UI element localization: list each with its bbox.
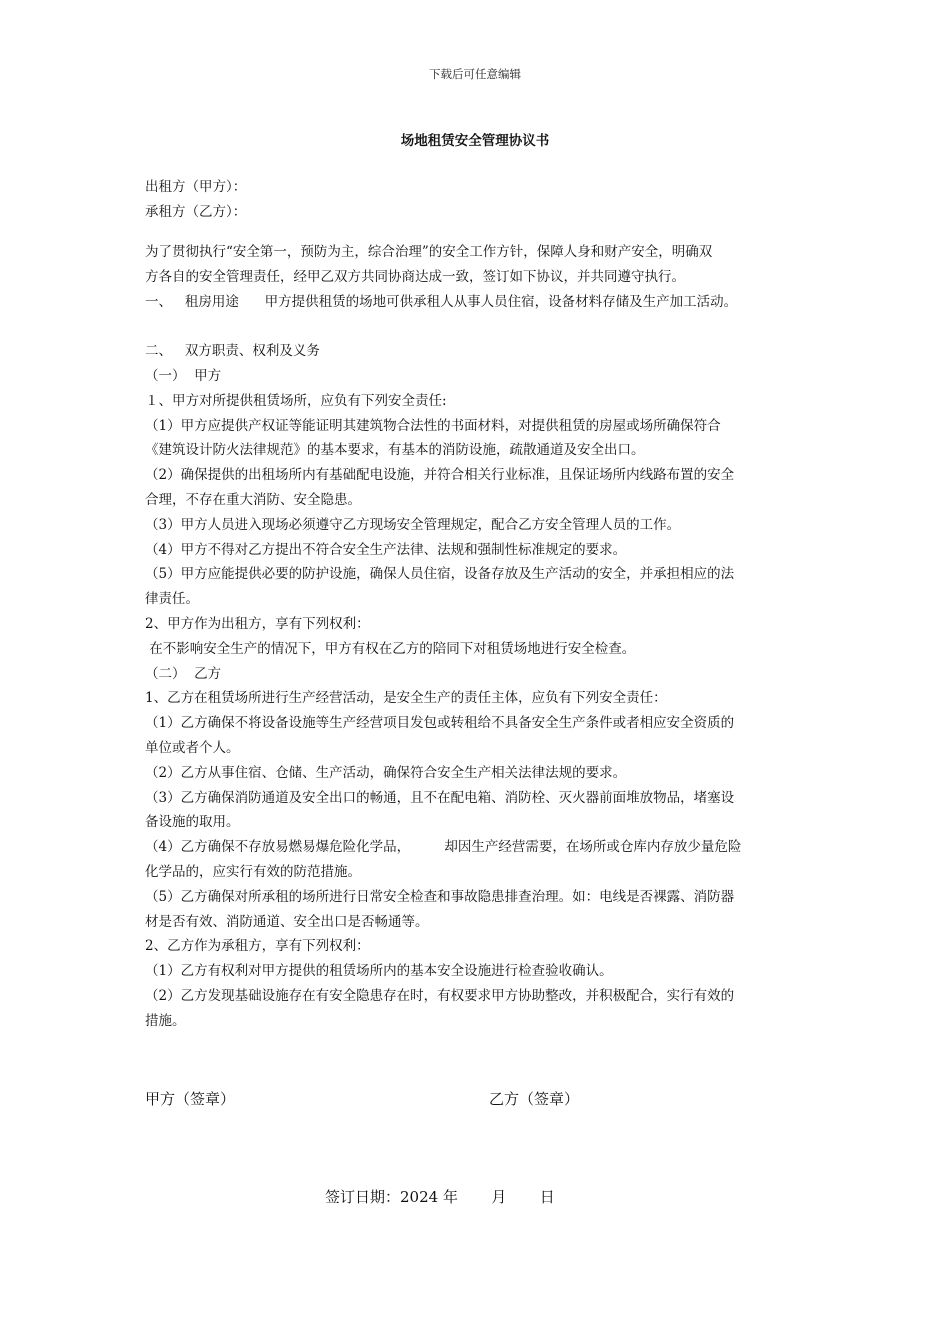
body-line: 《建筑设计防火法律规范》的基本要求，有基本的消防设施，疏散通道及安全出口。 bbox=[145, 442, 645, 459]
subsection-party-b: （二） 乙方 bbox=[145, 665, 222, 682]
body-line: （1）乙方有权利对甲方提供的租赁场所内的基本安全设施进行检查验收确认。 bbox=[145, 963, 613, 980]
body-line: （3）乙方确保消防通道及安全出口的畅通，且不在配电箱、消防栓、灭火器前面堆放物品，堵塞设 bbox=[145, 789, 735, 806]
body-line: 材是否有效、消防通道、安全出口是否畅通等。 bbox=[145, 913, 429, 930]
party-a-rights-heading: 2、甲方作为出租方，享有下列权利： bbox=[145, 615, 370, 632]
paragraph-gap bbox=[145, 314, 810, 339]
body-line: （1）甲方应提供产权证等能证明其建筑物合法性的书面材料，对提供租赁的房屋或场所确保符合 bbox=[145, 417, 721, 434]
document-title: 场地租赁安全管理协议书 bbox=[400, 133, 550, 149]
party-b-signature: 乙方（签章） bbox=[489, 1090, 580, 1108]
intro-line: 方各自的安全管理责任，经甲乙双方共同协商达成一致，签订如下协议，并共同遵守执行。 bbox=[145, 268, 685, 285]
subsection-party-a: （一） 甲方 bbox=[145, 367, 222, 384]
body-line: （3）甲方人员进入现场必须遵守乙方现场安全管理规定，配合乙方安全管理人员的工作。 bbox=[145, 516, 681, 533]
body-line: （2）确保提供的出租场所内有基础配电设施，并符合相关行业标准，且保证场所内线路布置的安全 bbox=[145, 467, 735, 484]
party-b-duty-heading: 1、乙方在租赁场所进行生产经营活动，是安全生产的责任主体，应负有下列安全责任： bbox=[145, 690, 667, 707]
party-a-duty-heading: １、甲方对所提供租赁场所，应负有下列安全责任: bbox=[145, 392, 447, 409]
body-line: （5）乙方确保对所承租的场所进行日常安全检查和事故隐患排查治理。如：电线是否裸露、消防器 bbox=[145, 888, 735, 905]
clause-1-usage: 一、 租房用途 甲方提供租赁的场地可供承租人从事人员住宿，设备材料存储及生产加工活动。 bbox=[145, 293, 738, 310]
body-line: 备设施的取用。 bbox=[145, 814, 240, 831]
header-note: 下载后可任意编辑 bbox=[429, 67, 521, 81]
body-line: （4）乙方确保不存放易燃易爆危险化学品， 却因生产经营需要，在场所或仓库内存放少量危险 bbox=[145, 839, 742, 856]
body-line: （2）乙方发现基础设施存在有安全隐患存在时，有权要求甲方协助整改，并积极配合，实行有效的 bbox=[145, 987, 735, 1004]
clause-2-heading: 二、 双方职责、权利及义务 bbox=[145, 343, 320, 360]
agreement-body bbox=[145, 240, 810, 1034]
signing-date: 签订日期：2024 年 月 日 bbox=[325, 1188, 555, 1206]
body-line: 在不影响安全生产的情况下，甲方有权在乙方的陪同下对租赁场地进行安全检查。 bbox=[145, 640, 636, 657]
intro-line: 为了贯彻执行“安全第一，预防为主，综合治理”的安全工作方针，保障人身和财产安全，明确双 bbox=[145, 244, 713, 260]
lessor-line: 出租方（甲方）： bbox=[145, 179, 247, 195]
body-line: 化学品的，应实行有效的防范措施。 bbox=[145, 863, 361, 880]
lessee-line: 承租方（乙方）： bbox=[145, 203, 247, 220]
body-line: 单位或者个人。 bbox=[145, 739, 240, 756]
body-line: 律责任。 bbox=[145, 591, 199, 608]
parties-block bbox=[145, 175, 810, 225]
party-b-rights-heading: 2、乙方作为承租方，享有下列权利： bbox=[145, 938, 370, 955]
body-line: （1）乙方确保不将设备设施等生产经营项目发包或转租给不具备安全生产条件或者相应安全资质的 bbox=[145, 715, 735, 732]
body-line: 合理，不存在重大消防、安全隐患。 bbox=[145, 491, 361, 508]
body-line: （4）甲方不得对乙方提出不符合安全生产法律、法规和强制性标准规定的要求。 bbox=[145, 541, 627, 558]
party-a-signature: 甲方（签章） bbox=[145, 1090, 236, 1108]
body-line: （5）甲方应能提供必要的防护设施，确保人员住宿，设备存放及生产活动的安全，并承担相应的法 bbox=[145, 566, 735, 583]
body-line: 措施。 bbox=[145, 1012, 186, 1029]
body-line: （2）乙方从事住宿、仓储、生产活动，确保符合安全生产相关法律法规的要求。 bbox=[145, 764, 627, 781]
